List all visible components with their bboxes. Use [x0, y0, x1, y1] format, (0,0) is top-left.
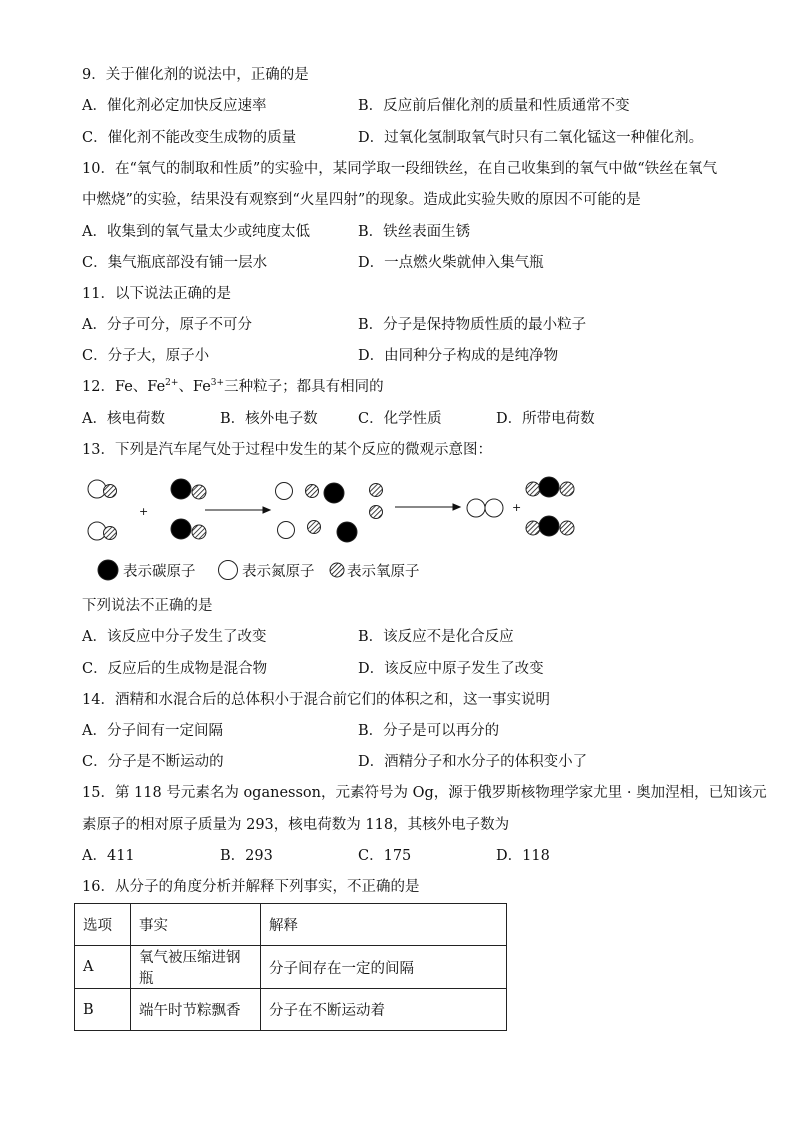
q10-option-d: D．一点燃火柴就伸入集气瓶 [358, 255, 544, 271]
plus-sign: + [512, 501, 522, 514]
table-row [75, 989, 507, 1031]
carbon-atom [171, 479, 191, 499]
legend-carbon-label: 表示碳原子 [123, 564, 196, 580]
q11-option-b: B．分子是保持物质性质的最小粒子 [358, 317, 587, 333]
nitrogen-atom [278, 522, 295, 539]
q12-stem-pre: 12．Fe、Fe [82, 379, 166, 395]
oxygen-atom [308, 521, 321, 534]
q15-option-a: A．411 [82, 848, 135, 864]
legend-nitrogen-label: 表示氮原子 [242, 564, 315, 580]
table-cell: 端午时节粽飘香 [131, 989, 261, 1031]
q14-option-c: C．分子是不断运动的 [82, 754, 224, 770]
oxygen-atom [526, 521, 540, 535]
q16-stem: 16．从分子的角度分析并解释下列事实，不正确的是 [82, 879, 420, 895]
q9-option-c: C．催化剂不能改变生成物的质量 [82, 130, 297, 146]
q14-option-d: D．酒精分子和水分子的体积变小了 [358, 754, 588, 770]
q12-stem-post: 三种粒子；都具有相同的 [224, 379, 384, 395]
q13-option-a: A．该反应中分子发生了改变 [82, 629, 267, 645]
q13-option-d: D．该反应中原子发生了改变 [358, 661, 544, 677]
nitrogen-atom [276, 483, 293, 500]
q15-option-c: C．175 [358, 848, 412, 864]
q10-option-a: A．收集到的氧气量太少或纯度太低 [82, 224, 310, 240]
q13-option-b: B．该反应不是化合反应 [358, 629, 514, 645]
oxygen-atom [526, 482, 540, 496]
q13-option-c: C．反应后的生成物是混合物 [82, 661, 268, 677]
q9-option-b: B．反应前后催化剂的质量和性质通常不变 [358, 98, 630, 114]
oxygen-atom [306, 485, 319, 498]
table-header-row [75, 904, 507, 946]
q12-stem [82, 377, 384, 397]
q14-option-b: B．分子是可以再分的 [358, 723, 500, 739]
arrowhead-2 [453, 504, 460, 510]
q10-stem-line2: 中燃烧”的实验，结果没有观察到“火星四射”的现象。造成此实验失败的原因不可能的是 [82, 192, 641, 208]
q10-option-b: B．铁丝表面生锈 [358, 224, 471, 240]
q15-stem-line1: 15．第 118 号元素名为 oganesson，元素符号为 Og，源于俄罗斯核物理学家尤里 · 奥加涅相，已知该元 [82, 785, 767, 801]
oxygen-atom [192, 485, 206, 499]
table-cell: 氧气被压缩进钢瓶 [131, 946, 261, 989]
legend-oxygen-label: 表示氧原子 [347, 564, 420, 580]
q11-option-c: C．分子大，原子小 [82, 348, 210, 364]
carbon-atom [337, 522, 357, 542]
oxygen-atom [192, 525, 206, 539]
q9-option-d: D．过氧化氢制取氧气时只有二氧化锰这一种催化剂。 [358, 130, 704, 146]
q14-option-a: A．分子间有一定间隔 [82, 723, 223, 739]
table-header-cell: 选项 [75, 904, 131, 946]
table-header-cell: 事实 [131, 904, 261, 946]
carbon-atom [171, 519, 191, 539]
oxygen-atom [104, 485, 117, 498]
arrowhead-1 [263, 507, 270, 513]
q11-stem: 11．以下说法正确的是 [82, 286, 231, 302]
q9-stem: 9．关于催化剂的说法中，正确的是 [82, 67, 309, 83]
legend-oxygen-icon [330, 563, 344, 577]
q12-option-b: B．核外电子数 [220, 411, 318, 427]
table-cell: B [75, 989, 131, 1031]
oxygen-atom [104, 527, 117, 540]
q10-option-c: C．集气瓶底部没有铺一层水 [82, 255, 268, 271]
legend-nitrogen-icon [219, 561, 238, 580]
legend-carbon-icon [98, 560, 118, 580]
oxygen-atom [560, 482, 574, 496]
table-row [75, 946, 507, 989]
q15-option-d: D．118 [496, 848, 550, 864]
reaction-diagram [0, 470, 794, 590]
table-header-cell: 解释 [261, 904, 507, 946]
q12-stem-mid: 、Fe [178, 379, 211, 395]
q14-stem: 14．酒精和水混合后的总体积小于混合前它们的体积之和，这一事实说明 [82, 692, 550, 708]
q11-option-a: A．分子可分，原子不可分 [82, 317, 252, 333]
q12-option-d: D．所带电荷数 [496, 411, 595, 427]
q15-stem-line2: 素原子的相对原子质量为 293，核电荷数为 118，其核外电子数为 [82, 817, 510, 833]
nitrogen-atom [467, 499, 485, 517]
q11-option-d: D．由同种分子构成的是纯净物 [358, 348, 559, 364]
oxygen-atom [370, 484, 383, 497]
table-cell: 分子间存在一定的间隔 [261, 946, 507, 989]
carbon-atom [539, 477, 559, 497]
q13-followup: 下列说法不正确的是 [82, 598, 213, 614]
oxygen-atom [560, 521, 574, 535]
q15-option-b: B．293 [220, 848, 273, 864]
oxygen-atom [370, 506, 383, 519]
carbon-atom [324, 483, 344, 503]
q9-option-a: A．催化剂必定加快反应速率 [82, 98, 267, 114]
q16-table [74, 903, 507, 1031]
q13-stem: 13．下列是汽车尾气处于过程中发生的某个反应的微观示意图： [82, 442, 492, 458]
q10-stem-line1: 10．在“氧气的制取和性质”的实验中，某同学取一段细铁丝，在自己收集到的氧气中做“铁丝在氧气 [82, 161, 718, 177]
carbon-atom [539, 516, 559, 536]
table-cell: A [75, 946, 131, 989]
nitrogen-atom [485, 499, 503, 517]
plus-sign: + [139, 505, 149, 518]
q12-charge-3plus: 3+ [210, 378, 225, 388]
table-cell: 分子在不断运动着 [261, 989, 507, 1031]
q12-option-c: C．化学性质 [358, 411, 442, 427]
q12-charge-2plus: 2+ [165, 378, 179, 388]
q12-option-a: A．核电荷数 [82, 411, 165, 427]
